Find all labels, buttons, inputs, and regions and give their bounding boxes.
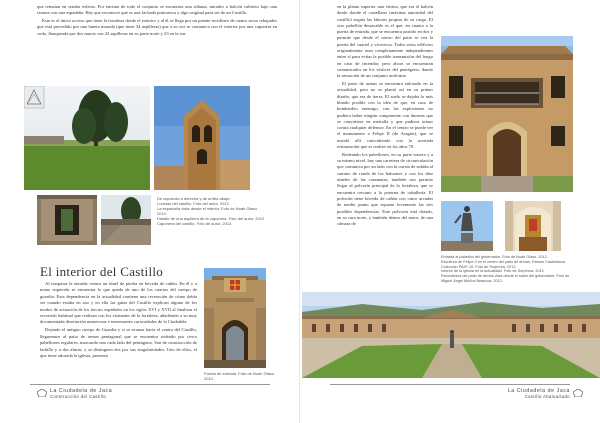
footer-subtitle: Castillo Abaluartado (524, 394, 570, 399)
intro-text-block (37, 4, 277, 38)
intro-paragraph-2: Este es el único acceso que tiene la fortaleza desde el exterior y al él se llega por un puente rectilíneo de cuatro arcos rebajados que está precedido por una luneta murada (que tiene 34 aspilleras) que a su vez se comunica con el exterior por una caponera en codo, flanqueada por dos muros con 22 aspilleras en su parte norte y 23 en la sur. (37, 18, 277, 36)
footer-left (50, 388, 112, 399)
right-paragraph-2: El patio de armas se encuentra enlosado en la actualidad, pero no se plantó así en su primer diseño, que era de tierra. El suelo se dejaba lo más blando posible con la idea de que, en caso de bombardeo enemigo, con las explosiones no pudiera haber ningún componente con durezas que se convirtiera en metralla y que pudiera actuar contra cualquier defensor. En el centro se puede ver el monumento a Felipe II (de Aragón), que se instaló allí coincidiendo con la acertada restauración que se realizó en los años 70. (337, 81, 433, 150)
citadel-logo-icon (573, 389, 583, 397)
photo-caption-group-right (441, 255, 581, 284)
photo-interior-iglesia (505, 201, 561, 251)
citadel-logo-icon (37, 389, 47, 397)
caption-line: Entrada al pabellón del gobernador. Foto de Noah Olasu. 2012. (441, 255, 548, 259)
footer-rule (30, 384, 270, 385)
caption-line: Caponera del castillo. Foto de autor. 2012. (157, 221, 233, 226)
photo-puerta-entrada (204, 268, 266, 368)
photo-caponera (101, 195, 151, 245)
caption-entrance: Puerta de entrada. Foto de Noah Olasu. 2012. (204, 371, 276, 381)
section-heading: El interior del Castillo (40, 264, 164, 279)
caption-line: Colección PAJF-10. Foto de Sorphora. 2012. (441, 264, 517, 269)
intro-paragraph-1: que rematan en sendas esferas. Por encima de todo el conjunto se encuentra una tribuna, mirador o balcón cubierto bajo una cimera con una espadaña. Hay que reconocer que es una fachada pintoresca y algo original para ser de un Castillo. (37, 4, 277, 16)
caption-line: La espadaña vista desde el interior. Foto de Noah Olasu. (157, 206, 258, 211)
photo-aspillera (37, 195, 97, 245)
caption-line: Escultura de Felipe II en el centro del patio de armas. Ramón Castellanos. (441, 259, 567, 264)
caption-line: Lunetas del castillo. Foto del autor. 2012. (157, 201, 230, 206)
caption-line: De izquierda a derecha y de arriba abajo: (157, 196, 231, 201)
photo-lunetas (24, 86, 150, 190)
right-page (300, 0, 600, 423)
interior-paragraph-1: Al traspasar la entrada vemos un túnel de piedra en bóveda de cañón. En él y a mano izquierda se encuentra lo que queda de uno de los cuartos del cuerpo de guardia. Esta dependencia en la actualidad contiene una recreación de cómo debía ser cuando estaba en uso y en ella las guías del Castillo explican alguno de los modos de actuación de los tercios españoles en los siglos XVI y XVII al finalizar el recorrido habitual que realizan con los visitantes de la fortaleza, añadiendo a su muy documentada disertación numerosas e interesantes curiosidades de la Ciudadela. (40, 281, 197, 325)
photo-pabellon-gobernador (441, 36, 573, 192)
photo-estatua-felipe (441, 201, 493, 251)
photo-panoramica-patio (302, 292, 600, 378)
caption-line: Interior de la iglesia en la actualidad. Foto de Sorphora. 2012. (441, 269, 545, 274)
footer-subtitle: Construcción del Castillo (50, 394, 107, 399)
caption-line: Panorámica del patio de armas vista desde el salón del gobernador. Foto de (441, 274, 570, 279)
interior-paragraph-2: Dejando el antiguo cuerpo de Guardia y si se avanza hacia el centro del Castillo, llegaremos al patio de armas pentagonal que se encuentra rodeado por cinco pabellones regulares, marcando uno cada lado del pentágono. Son de construcción de ladrillo y a dos aluras, y se distinguen dos por sus singularidades. Uno de ellos, el que tiene adosada la iglesia, presenta (40, 327, 197, 358)
caption-line: Detalle de una aspillera de la caponera. Foto del autor. 2012. (157, 216, 266, 221)
photo-espadana (154, 86, 250, 190)
right-text-column (337, 4, 433, 229)
caption-line: 2012. (157, 211, 168, 216)
right-paragraph-1: en la planta superior una vitrina, que era el balcón desde donde el castellano (máxima autoridad del castillo) seguía las labores propias de su cargo. El otro pabellón destacable es el que, en cuanto a la puerta de entrada, que se encuentra partido en dos y permite que desde el centro del patio se vea la puerta del cuartel y viceversa. Todos estos edificios originalmente eran completamente independientes entre sí para evitar la posible transmisión del fuego en caso de incendio; pero ahora se encuentran comunicados en los vértices del pentágono, dando la sensación de un conjunto uniforme. (337, 4, 433, 79)
photo-caption-group-1 (157, 196, 277, 226)
footer-title: La Ciudadela de Jaca (50, 388, 113, 394)
right-paragraph-3: Rodeando los pabellones, en su parte trasera y a su mismo nivel, hay una carretera de circunvalación que comunica por un lado con la cuesta de subida al camino de ronda de los baluartes y con los diez túneles de las casamatas; también nos permite llegar al polvorín principal de la fortaleza, que se encuentra cercano a la poterna de caballería. El polvorín tiene bóveda de cañón con cinco arcadas de medio punto que separan levemente las tres posibles dependencias. Este polvorín está dotado, en su cara norte, y también dentro del muro, de una cámara de (337, 151, 433, 227)
footer-title: La Ciudadela de Jaca (507, 388, 570, 394)
footer-right (508, 388, 570, 399)
footer-rule (330, 384, 570, 385)
caption-line: Miguel Ángel Muñoz Beascoa. 2012. (441, 278, 503, 283)
interior-text-block (40, 281, 197, 361)
